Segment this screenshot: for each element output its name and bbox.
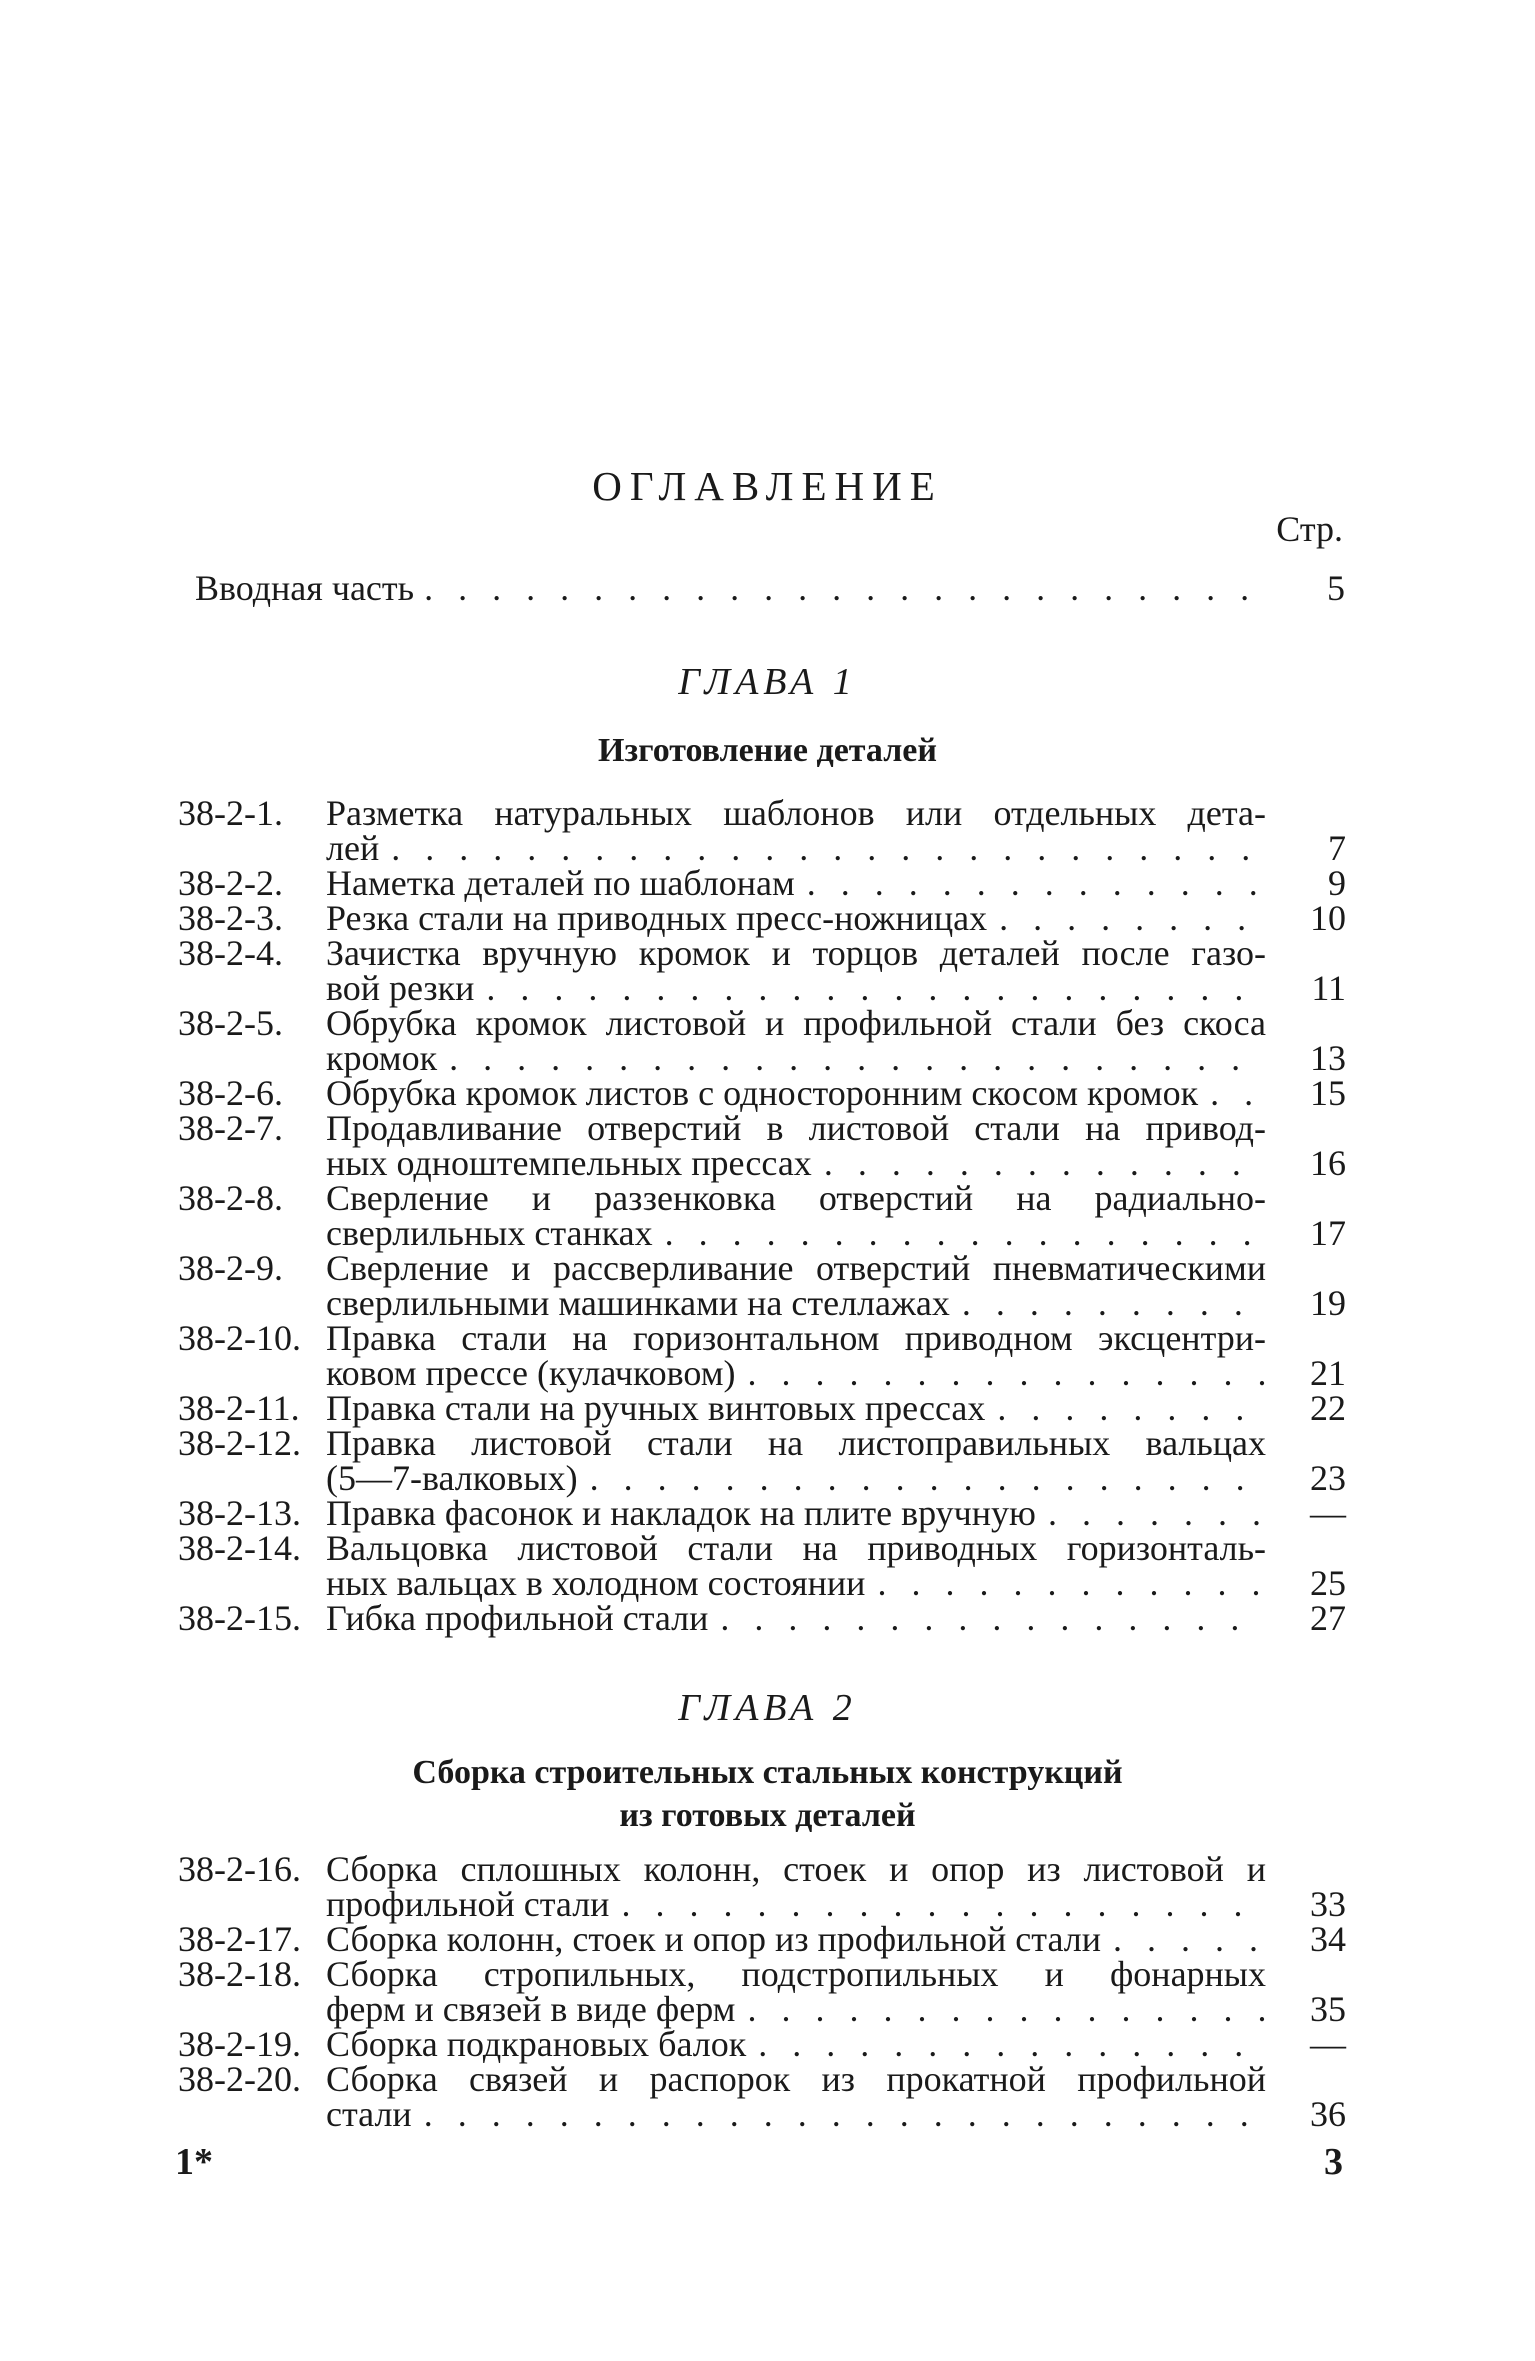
entry-body [326,1178,1346,1253]
dot-leader [999,901,1266,936]
entry-last-line [326,1884,1346,1924]
entry-last-line [326,1283,1346,1323]
entry-page: 17 [1310,1213,1346,1253]
entry-number: 38-2-13. [178,1493,301,1533]
entry-last-line [326,1073,1346,1113]
entry-number: 38-2-18. [178,1954,301,1994]
entry-number: 38-2-15. [178,1598,301,1638]
entry-body [326,933,1346,1008]
entry-page: 22 [1310,1388,1346,1428]
entry-title-text: Правка листовой стали на листоправильных вальцах [326,1423,1266,1463]
dot-leader [621,1887,1266,1922]
entry-title-text: вой резки [326,968,475,1008]
entry-number: 38-2-14. [178,1528,301,1568]
entry-title-text: Сверление и рассверливание отверстий пневматическими [326,1248,1266,1288]
entry-last-line [326,1989,1346,2029]
entry-last-line [326,968,1346,1008]
entry-body [326,1493,1346,1533]
entry-line [326,1849,1346,1889]
dot-leader [748,1356,1266,1391]
dot-leader [758,2027,1266,2062]
entry-page: 25 [1310,1563,1346,1603]
entry-title-text: Сборка связей и распорок из прокатной профильной [326,2059,1266,2099]
entry-body [326,2059,1346,2134]
entry-body [326,1003,1346,1078]
entry-body [326,1849,1346,1924]
entry-line [326,1954,1346,1994]
entry-title-text: Правка стали на горизонтальном приводном эксцентри- [326,1318,1266,1358]
page-column-header: Стр. [1276,509,1343,549]
entry-number: 38-2-9. [178,1248,283,1288]
entry-number: 38-2-11. [178,1388,300,1428]
dot-leader [720,1601,1266,1636]
dot-leader [997,1391,1266,1426]
entry-title-text: Гибка профильной стали [326,1598,709,1638]
chapter-2-title [0,1752,1535,1837]
dot-leader [590,1461,1266,1496]
entry-line [326,1003,1346,1043]
chapter-2-title-line-2: из готовых деталей [619,1796,916,1834]
chapter-1-title-line: Изготовление деталей [598,732,937,769]
entry-line [326,1108,1346,1148]
chapter-2-label: ГЛАВА 2 [678,1687,857,1729]
intro-page: 5 [1327,568,1345,608]
entry-page: 23 [1310,1458,1346,1498]
entry-title-text: Продавливание отверстий в листовой стали на привод- [326,1108,1266,1148]
entry-line [326,1423,1346,1463]
entry-last-line [326,1213,1346,1253]
entry-title-text: Сборка колонн, стоек и опор из профильной стали [326,1919,1101,1959]
entry-body [326,2024,1346,2064]
entry-page: 19 [1310,1283,1346,1323]
dot-leader [824,1146,1266,1181]
entry-last-line [326,863,1346,903]
entry-number: 38-2-16. [178,1849,301,1889]
entry-body [326,1318,1346,1393]
dot-leader [1113,1922,1266,1957]
dot-leader [877,1566,1266,1601]
entry-number: 38-2-4. [178,933,283,973]
entry-body [326,898,1346,938]
entry-last-line [326,2024,1346,2064]
entry-page: 16 [1310,1143,1346,1183]
entry-title-text: ферм и связей в виде ферм [326,1989,736,2029]
dot-leader [747,1992,1266,2027]
entry-number: 38-2-10. [178,1318,301,1358]
entry-page: 35 [1310,1989,1346,2029]
page-number: 3 [1324,2141,1343,2183]
entry-title-text: Зачистка вручную кромок и торцов деталей после газо- [326,933,1266,973]
entry-body [326,1954,1346,2029]
entry-number: 38-2-6. [178,1073,283,1113]
dot-leader [424,2097,1266,2132]
entry-number: 38-2-8. [178,1178,283,1218]
entry-line [326,793,1346,833]
entry-last-line [326,2094,1346,2134]
entry-body [326,1919,1346,1959]
entry-title-text: профильной стали [326,1884,610,1924]
entry-title-text: ных вальцах в холодном состоянии [326,1563,866,1603]
entry-last-line [326,1458,1346,1498]
entry-page: 9 [1328,863,1346,903]
entry-title-text: Обрубка кромок листов с односторонним скосом кромок [326,1073,1199,1113]
entry-last-line [326,1919,1346,1959]
entry-line [326,1318,1346,1358]
dot-leader [962,1286,1266,1321]
entry-title-text: Обрубка кромок листовой и профильной стали без скоса [326,1003,1266,1043]
entry-page: 36 [1310,2094,1346,2134]
dot-leader [665,1216,1266,1251]
entry-title-text: Наметка деталей по шаблонам [326,863,795,903]
entry-page: 33 [1310,1884,1346,1924]
entry-title-text: сверлильных станках [326,1213,653,1253]
entry-line [326,1248,1346,1288]
entry-title-text: Правка фасонок и накладок на плите вручную [326,1493,1036,1533]
entry-page: 34 [1310,1919,1346,1959]
entry-body [326,1528,1346,1603]
entry-number: 38-2-3. [178,898,283,938]
entry-number: 38-2-20. [178,2059,301,2099]
entry-last-line [326,1598,1346,1638]
entry-last-line [326,1353,1346,1393]
entry-page: — [1310,2024,1346,2064]
entry-last-line [326,1493,1346,1533]
entry-title-text: Правка стали на ручных винтовых прессах [326,1388,986,1428]
toc-intro-line [195,570,1345,606]
entry-title-text: ных одноштемпельных прессах [326,1143,812,1183]
entry-page: 10 [1310,898,1346,938]
signature-mark: 1* [175,2141,213,2183]
entry-number: 38-2-1. [178,793,283,833]
entry-title-text: ковом прессе (кулачковом) [326,1353,736,1393]
entry-line [326,933,1346,973]
dot-leader [1210,1076,1266,1111]
entry-last-line [326,1563,1346,1603]
entry-page: 21 [1310,1353,1346,1393]
entry-line [326,1528,1346,1568]
entry-title-text: сверлильными машинками на стеллажах [326,1283,950,1323]
intro-label: Вводная часть [195,568,415,608]
entry-number: 38-2-19. [178,2024,301,2064]
entry-last-line [326,1143,1346,1183]
entry-body [326,793,1346,868]
chapter-1-title [0,730,1535,773]
entry-title-text: Разметка натуральных шаблонов или отдельных дета- [326,793,1266,833]
entry-number: 38-2-17. [178,1919,301,1959]
entry-body [326,1073,1346,1113]
entry-title-text: Сборка подкрановых балок [326,2024,747,2064]
entry-title-text: Вальцовка листовой стали на приводных горизонталь- [326,1528,1266,1568]
entry-body [326,863,1346,903]
entry-title-text: кромок [326,1038,438,1078]
entry-number: 38-2-12. [178,1423,301,1463]
dot-leader [1048,1496,1266,1531]
chapter-2-title-line-1: Сборка строительных стальных конструкций [412,1754,1123,1791]
entry-page: 11 [1311,968,1346,1008]
entry-last-line [326,828,1346,868]
entry-body [326,1423,1346,1498]
dot-leader [486,971,1266,1006]
entry-title-text: стали [326,2094,412,2134]
entry-line [326,2059,1346,2099]
entry-title-text: лей [326,828,380,868]
entry-page: 15 [1310,1073,1346,1113]
entry-body [326,1108,1346,1183]
entry-body [326,1598,1346,1638]
entry-body [326,1388,1346,1428]
entry-page: 7 [1328,828,1346,868]
entry-title-text: Сверление и раззенковка отверстий на радиально- [326,1178,1266,1218]
entry-page: 13 [1310,1038,1346,1078]
dot-leader [424,570,1265,606]
entry-line [326,1178,1346,1218]
page-title: ОГЛАВЛЕНИЕ [592,463,943,509]
entry-title-text: Сборка сплошных колонн, стоек и опор из листовой и [326,1849,1266,1889]
entry-last-line [326,1038,1346,1078]
entry-title-text: Сборка стропильных, подстропильных и фонарных [326,1954,1266,1994]
entry-body [326,1248,1346,1323]
entry-number: 38-2-7. [178,1108,283,1148]
dot-leader [391,831,1266,866]
entry-title-text: (5—7-валковых) [326,1458,578,1498]
dot-leader [449,1041,1266,1076]
entry-last-line [326,1388,1346,1428]
entry-number: 38-2-5. [178,1003,283,1043]
entry-last-line [326,898,1346,938]
entry-number: 38-2-2. [178,863,283,903]
chapter-1-label: ГЛАВА 1 [678,661,857,703]
entry-page: — [1310,1493,1346,1533]
entry-title-text: Резка стали на приводных пресс-ножницах [326,898,988,938]
entry-page: 27 [1310,1598,1346,1638]
dot-leader [807,866,1266,901]
